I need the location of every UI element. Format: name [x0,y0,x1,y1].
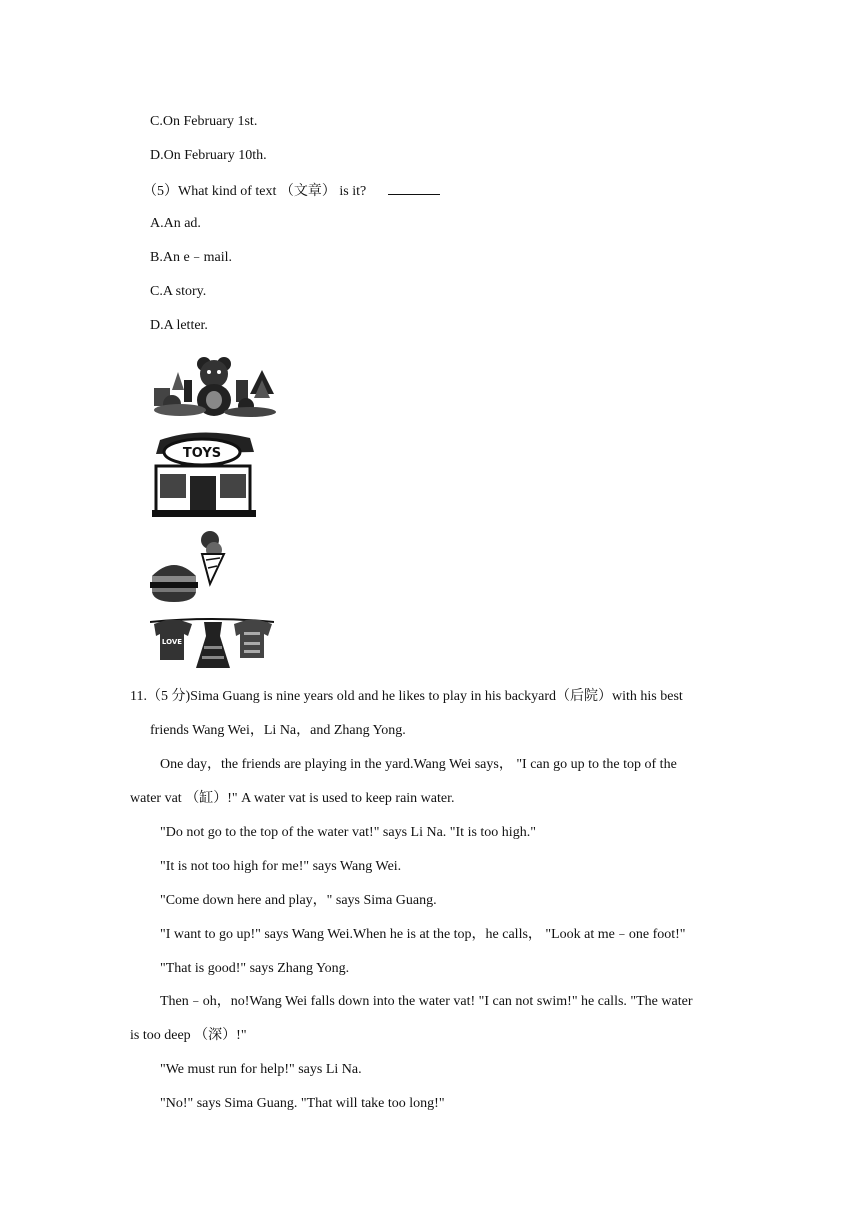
shop-sign-text: TOYS [182,446,222,461]
q11-line-5: "Do not go to the top of the water vat!" says Li Na. "It is too high." [160,825,536,840]
q11-line-13: "No!" says Sima Guang. "That will take too long!" [160,1096,445,1111]
toy-shop-icon [150,430,258,520]
shirt-text: LOVE [161,638,183,646]
q5-option-c: C.A story. [150,284,207,299]
q11-line-3: One day，the friends are playing in the yard.Wang Wei says， "I can go up to the top of the [160,757,677,772]
q4-option-c: C.On February 1st. [150,114,258,129]
q11-line-12: "We must run for help!" says Li Na. [160,1062,362,1077]
q5-option-d: D.A letter. [150,318,208,333]
q4-option-d: D.On February 10th. [150,148,267,163]
q11-line-10: Then﹣oh，no!Wang Wei falls down into the water vat! "I can not swim!" he calls. "The water [160,994,693,1009]
q11-line-9: "That is good!" says Zhang Yong. [160,961,350,976]
q5-answer-blank [388,181,440,195]
q11-line-1: 11.（5 分)Sima Guang is nine years old and he likes to play in his backyard（后院）with his best [130,689,683,704]
q11-line-4: water vat （缸）!" A water vat is used to keep rain water. [130,791,455,806]
hamburger-icecream-icon [150,528,230,606]
q11-line-6: "It is not too high for me!" says Wang Wei. [160,859,402,874]
q11-line-11: is too deep （深）!" [130,1028,247,1043]
q5-question-text: （5）What kind of text （文章） is it? [143,184,367,199]
q5-question [143,181,440,201]
q5-option-a: A.An ad. [150,216,201,231]
q11-line-7: "Come down here and play，" says Sima Guang. [160,893,437,908]
q11-line-2: friends Wang Wei，Li Na，and Zhang Yong. [150,723,406,738]
toys-pile-icon [150,350,278,420]
clothes-line-icon [150,612,274,674]
q5-option-b: B.An e﹣mail. [150,250,233,265]
q11-line-8: "I want to go up!" says Wang Wei.When he is at the top，he calls， "Look at me﹣one foot!" [160,927,686,942]
